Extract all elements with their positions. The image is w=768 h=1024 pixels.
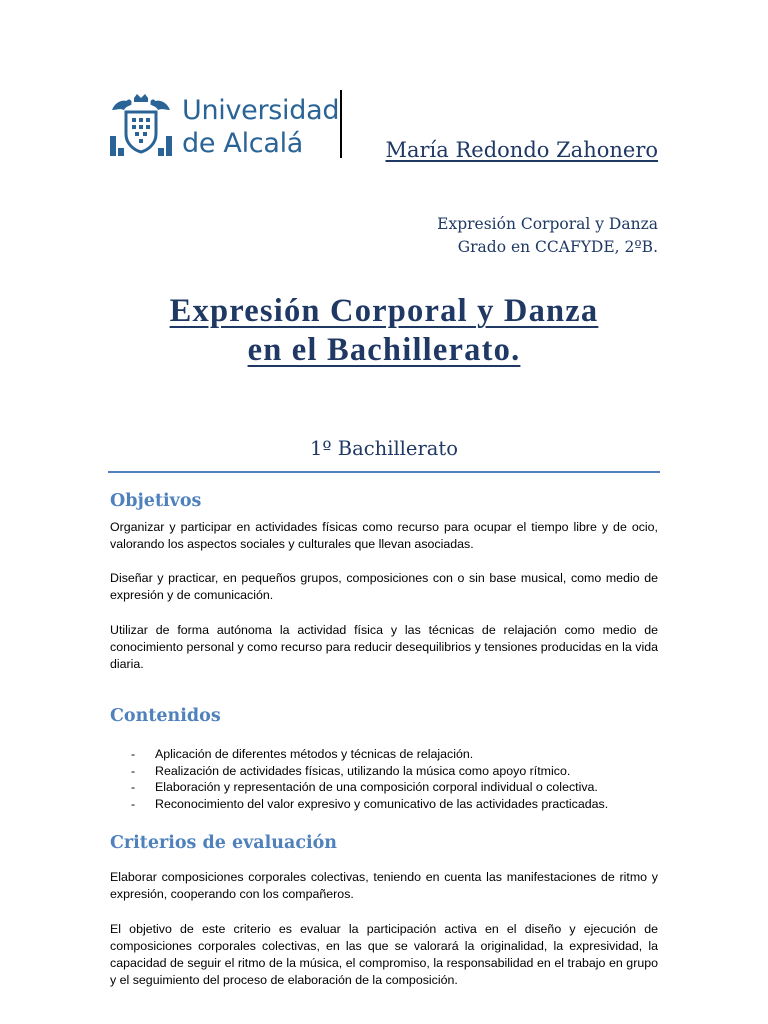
course-info	[437, 213, 658, 259]
university-crest-icon	[108, 92, 174, 158]
list-item: - Aplicación de diferentes métodos y técnicas de relajación.	[128, 746, 658, 763]
course-subject: Expresión Corporal y Danza	[437, 215, 658, 233]
logo-divider	[340, 90, 342, 158]
criterios-paragraph: El objetivo de este criterio es evaluar la participación activa en el diseño y ejecución de composiciones corporales colectivas, en las que se valorará la originalidad, la expresividad, la capacidad de seguir el ritmo de la música, el compromiso, la responsabilidad en el trabajo en grupo y el seguimiento del proceso de elaboración de la composición.	[110, 922, 658, 987]
list-item: - Reconocimiento del valor expresivo y comunicativo de las actividades practicadas.	[128, 796, 658, 813]
author-name: María Redondo Zahonero	[385, 138, 658, 162]
section-heading-objetivos: Objetivos	[110, 491, 202, 511]
course-degree: Grado en CCAFYDE, 2ºB.	[457, 238, 658, 256]
university-logo-text	[182, 94, 339, 160]
contenidos-list	[128, 746, 658, 812]
criterios-paragraph: Elaborar composiciones corporales colectivas, teniendo en cuenta las manifestaciones de ritmo y expresión, cooperando con los compañeros.	[110, 870, 658, 901]
title-line-2: en el Bachillerato.	[247, 332, 521, 368]
document-title	[0, 292, 768, 370]
title-line-1: Expresión Corporal y Danza	[169, 293, 599, 329]
list-item: - Elaboración y representación de una composición corporal individual o colectiva.	[128, 779, 658, 796]
objetivos-paragraph: Utilizar de forma autónoma la actividad física y las técnicas de relajación como medio de conocimiento personal y como recurso para reducir desequilibrios y tensiones producidas en la vida diaria.	[110, 623, 658, 671]
level-divider	[108, 471, 660, 473]
level-heading: 1º Bachillerato	[310, 437, 458, 460]
section-heading-criterios: Criterios de evaluación	[110, 833, 338, 853]
section-heading-contenidos: Contenidos	[110, 706, 221, 726]
list-item: - Realización de actividades físicas, utilizando la música como apoyo rítmico.	[128, 763, 658, 780]
objetivos-paragraph: Diseñar y practicar, en pequeños grupos, composiciones con o sin base musical, como medio de expresión y de comunicación.	[110, 571, 658, 602]
logo-line-2: de Alcalá	[182, 128, 304, 159]
objetivos-paragraph: Organizar y participar en actividades físicas como recurso para ocupar el tiempo libre y de ocio, valorando los aspectos sociales y culturales que llevan asociadas.	[110, 520, 658, 551]
logo-line-1: Universidad	[182, 95, 340, 126]
